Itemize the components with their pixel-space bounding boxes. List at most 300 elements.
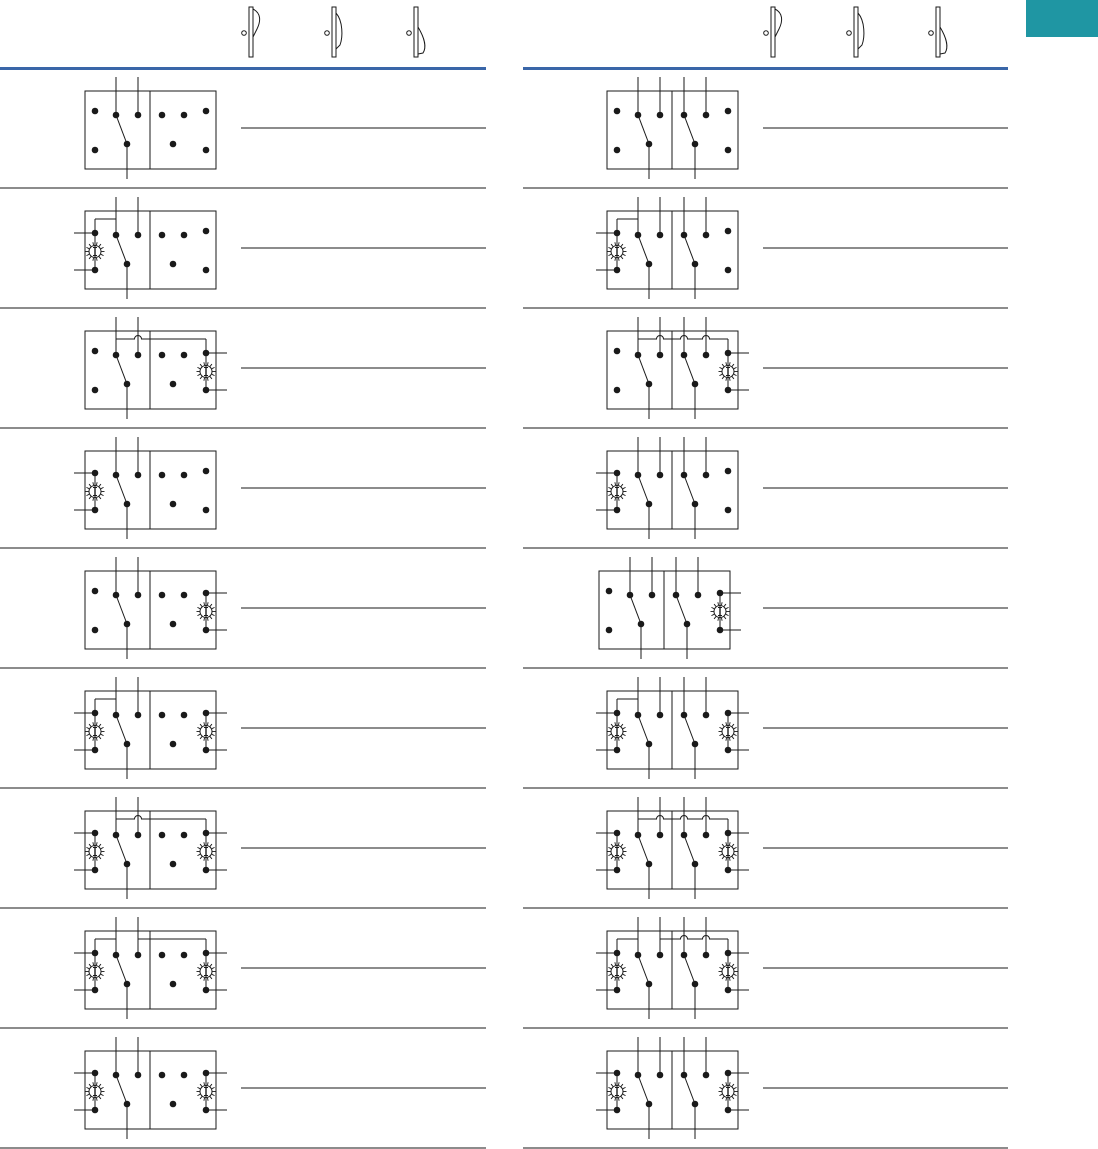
actuator-body: [854, 7, 858, 57]
lamp-ray: [89, 257, 91, 259]
lamp-ray: [200, 377, 202, 379]
switch-blade: [638, 355, 649, 384]
bridge-wire: [638, 336, 728, 340]
lamp-ray: [623, 1087, 626, 1088]
lamp-ray: [99, 1084, 101, 1086]
lamp-ray: [726, 378, 727, 381]
lamp-ray: [623, 487, 626, 488]
lamp-ray: [734, 1094, 737, 1095]
switch-blade: [638, 715, 649, 744]
double-pole-column: [523, 67, 1008, 1148]
lamp-ray: [204, 842, 205, 845]
lamp-ray: [210, 1097, 212, 1099]
lamp-ray: [207, 378, 208, 381]
lamp-ray: [734, 967, 737, 968]
lamp-ray: [722, 364, 724, 366]
lamp-ray: [729, 858, 730, 861]
lamp-ray: [101, 487, 104, 488]
lamp-ray: [207, 842, 208, 845]
lamp-ray: [615, 842, 616, 845]
actuator-rocker: [253, 9, 260, 37]
lamp-ray: [615, 482, 616, 485]
lamp-ray: [200, 364, 202, 366]
lamp-ray: [724, 617, 726, 619]
actuator-body: [414, 7, 418, 57]
circuit-row: [523, 677, 1008, 788]
circuit-row: [0, 557, 486, 668]
lamp-ray: [99, 964, 101, 966]
lamp-ray: [210, 604, 212, 606]
lamp-ray: [99, 857, 101, 859]
lamp-ray: [96, 242, 97, 245]
lamp-ray: [197, 734, 200, 735]
switch-blade: [684, 835, 695, 864]
lamp-ray: [212, 847, 215, 848]
actuator-icons-header: [242, 7, 947, 57]
column-header-band: [0, 67, 486, 70]
lamp-ray: [204, 978, 205, 981]
contact-terminal: [657, 832, 664, 839]
lamp-ray: [729, 842, 730, 845]
switch-blade: [684, 355, 695, 384]
lamp-ray: [200, 724, 202, 726]
lamp-ray: [719, 847, 722, 848]
lamp-ray: [200, 604, 202, 606]
lamp-ray: [714, 617, 716, 619]
contact-terminal: [703, 232, 710, 239]
contact-terminal: [203, 507, 210, 514]
lamp-ray: [96, 978, 97, 981]
switch-blade: [638, 115, 649, 144]
switch-blade: [116, 115, 127, 144]
contact-terminal: [92, 627, 99, 634]
lamp-ray: [204, 722, 205, 725]
lamp-ray: [204, 602, 205, 605]
lamp-ray: [204, 738, 205, 741]
lamp-ray: [99, 1097, 101, 1099]
contact-terminal: [703, 1072, 710, 1079]
lamp-ray: [621, 497, 623, 499]
lamp-ray: [93, 962, 94, 965]
lamp-ray: [719, 727, 722, 728]
lamp-ray: [732, 737, 734, 739]
contact-terminal: [159, 112, 166, 119]
switch-blade: [638, 955, 649, 984]
actuator-rocker: [940, 27, 947, 54]
lamp-ray: [210, 1084, 212, 1086]
lamp-ray: [611, 497, 613, 499]
lamp-ray: [86, 727, 89, 728]
lamp-ray: [621, 844, 623, 846]
contact-terminal: [159, 712, 166, 719]
lamp-ray: [621, 257, 623, 259]
actuator-pivot: [847, 31, 852, 36]
lamp-ray: [729, 362, 730, 365]
lamp-ray: [711, 614, 714, 615]
lamp-ray: [732, 364, 734, 366]
lamp-ray: [621, 484, 623, 486]
lamp-ray: [608, 1087, 611, 1088]
lamp-ray: [96, 1082, 97, 1085]
contact-terminal: [181, 352, 188, 359]
lamp-ray: [96, 722, 97, 725]
lamp-ray: [623, 494, 626, 495]
lamp-ray: [101, 1087, 104, 1088]
lamp-ray: [618, 842, 619, 845]
lamp-ray: [210, 737, 212, 739]
circuit-row: [523, 1037, 1008, 1148]
actuator-pivot: [325, 31, 330, 36]
lamp-ray: [93, 842, 94, 845]
lamp-ray: [197, 967, 200, 968]
lamp-ray: [197, 1094, 200, 1095]
lamp-ray: [726, 362, 727, 365]
lamp-ray: [615, 738, 616, 741]
lamp-ray: [207, 962, 208, 965]
switch-blade: [116, 1075, 127, 1104]
circuit-row: [0, 917, 486, 1028]
lamp-ray: [207, 858, 208, 861]
lamp-ray: [608, 247, 611, 248]
lamp-ray: [618, 858, 619, 861]
lamp-ray: [207, 738, 208, 741]
circuit-row: [523, 77, 1008, 188]
contact-terminal: [657, 952, 664, 959]
switch-blade: [116, 835, 127, 864]
lamp-ray: [86, 487, 89, 488]
bridge-wire: [660, 936, 728, 939]
contact-terminal: [695, 592, 702, 599]
lamp-ray: [210, 724, 212, 726]
lamp-ray: [615, 978, 616, 981]
lamp-ray: [89, 844, 91, 846]
lamp-ray: [621, 1097, 623, 1099]
contact-terminal: [725, 507, 732, 514]
switch-blade: [116, 235, 127, 264]
lamp-ray: [722, 1097, 724, 1099]
contact-terminal: [159, 352, 166, 359]
lamp-ray: [200, 977, 202, 979]
lamp-ray: [204, 858, 205, 861]
lamp-ray: [212, 374, 215, 375]
lamp-ray: [101, 847, 104, 848]
lamp-ray: [86, 967, 89, 968]
switch-blade: [630, 595, 641, 624]
circuit-row: [523, 437, 1008, 548]
lamp-ray: [621, 964, 623, 966]
lamp-ray: [212, 967, 215, 968]
circuit-row: [523, 557, 1008, 668]
lamp-ray: [611, 977, 613, 979]
switch-blade: [116, 595, 127, 624]
actuator-body: [332, 7, 336, 57]
lamp-ray: [210, 844, 212, 846]
lamp-ray: [204, 1082, 205, 1085]
lamp-ray: [623, 967, 626, 968]
lamp-ray: [718, 618, 719, 621]
lamp-ray: [207, 602, 208, 605]
lamp-ray: [618, 962, 619, 965]
lamp-ray: [99, 257, 101, 259]
contact-terminal: [135, 832, 142, 839]
lamp-ray: [96, 1098, 97, 1101]
lamp-ray: [200, 737, 202, 739]
lamp-ray: [86, 494, 89, 495]
lamp-ray: [722, 964, 724, 966]
lamp-ray: [86, 854, 89, 855]
lamp-ray: [718, 602, 719, 605]
lamp-ray: [86, 254, 89, 255]
contact-terminal: [614, 108, 621, 115]
column-header-band: [523, 67, 1008, 70]
actuator-rocker: [858, 13, 864, 49]
actuator-position-3-icon: [929, 7, 947, 57]
lamp-ray: [618, 978, 619, 981]
lamp-ray: [86, 1094, 89, 1095]
lamp-ray: [210, 364, 212, 366]
contact-terminal: [614, 387, 621, 394]
lamp-ray: [719, 1087, 722, 1088]
lamp-ray: [726, 614, 729, 615]
lamp-ray: [611, 857, 613, 859]
lamp-ray: [200, 1084, 202, 1086]
lamp-ray: [623, 1094, 626, 1095]
contact-terminal: [181, 112, 188, 119]
lamp-ray: [623, 854, 626, 855]
lamp-ray: [99, 244, 101, 246]
contact-terminal: [135, 232, 142, 239]
lamp-ray: [210, 964, 212, 966]
actuator-pivot: [407, 31, 412, 36]
lamp-ray: [618, 242, 619, 245]
switch-blade: [684, 1075, 695, 1104]
circuit-row: [523, 197, 1008, 308]
lamp-ray: [726, 858, 727, 861]
contact-terminal: [170, 981, 177, 988]
lamp-ray: [86, 734, 89, 735]
lamp-ray: [101, 1094, 104, 1095]
section-tab[interactable]: [1026, 0, 1098, 37]
circuit-row: [0, 77, 486, 188]
lamp-ray: [99, 737, 101, 739]
contact-terminal: [703, 112, 710, 119]
lamp-ray: [608, 494, 611, 495]
lamp-ray: [101, 254, 104, 255]
lamp-ray: [212, 614, 215, 615]
lamp-ray: [197, 854, 200, 855]
lamp-ray: [726, 607, 729, 608]
contact-terminal: [657, 112, 664, 119]
lamp-ray: [734, 847, 737, 848]
contact-terminal: [181, 1072, 188, 1079]
lamp-ray: [197, 974, 200, 975]
lamp-ray: [200, 964, 202, 966]
circuit-row: [0, 677, 486, 788]
lamp-ray: [608, 974, 611, 975]
lamp-ray: [93, 722, 94, 725]
contact-terminal: [657, 472, 664, 479]
lamp-ray: [89, 977, 91, 979]
lamp-ray: [210, 977, 212, 979]
lamp-ray: [615, 1098, 616, 1101]
lamp-ray: [608, 967, 611, 968]
lamp-ray: [611, 964, 613, 966]
lamp-ray: [99, 844, 101, 846]
lamp-ray: [197, 1087, 200, 1088]
actuator-pivot: [242, 31, 247, 36]
contact-terminal: [181, 712, 188, 719]
lamp-ray: [722, 1084, 724, 1086]
lamp-ray: [611, 724, 613, 726]
contact-terminal: [92, 588, 99, 595]
contact-terminal: [170, 261, 177, 268]
lamp-ray: [732, 724, 734, 726]
lamp-ray: [96, 482, 97, 485]
contact-terminal: [657, 1072, 664, 1079]
lamp-ray: [732, 977, 734, 979]
contact-terminal: [703, 352, 710, 359]
lamp-ray: [724, 604, 726, 606]
actuator-position-3-icon: [407, 7, 425, 57]
lamp-ray: [615, 498, 616, 501]
contact-terminal: [135, 1072, 142, 1079]
lamp-ray: [93, 738, 94, 741]
lamp-ray: [89, 484, 91, 486]
lamp-ray: [204, 962, 205, 965]
lamp-ray: [722, 844, 724, 846]
lamp-ray: [726, 1098, 727, 1101]
lamp-ray: [734, 374, 737, 375]
lamp-ray: [608, 254, 611, 255]
lamp-ray: [719, 967, 722, 968]
lamp-ray: [608, 854, 611, 855]
contact-terminal: [159, 472, 166, 479]
actuator-position-1-icon: [242, 7, 260, 57]
lamp-ray: [719, 367, 722, 368]
lamp-ray: [719, 974, 722, 975]
contact-terminal: [203, 108, 210, 115]
lamp-ray: [212, 367, 215, 368]
bridge-wire: [638, 816, 728, 819]
lamp-ray: [96, 962, 97, 965]
actuator-rocker: [775, 9, 782, 37]
contact-terminal: [649, 592, 656, 599]
contact-terminal: [725, 468, 732, 475]
lamp-ray: [621, 737, 623, 739]
lamp-ray: [621, 244, 623, 246]
lamp-ray: [212, 607, 215, 608]
lamp-ray: [89, 244, 91, 246]
lamp-ray: [618, 722, 619, 725]
lamp-ray: [207, 618, 208, 621]
contact-terminal: [725, 267, 732, 274]
lamp-ray: [719, 1094, 722, 1095]
lamp-ray: [611, 844, 613, 846]
lamp-ray: [207, 1082, 208, 1085]
lamp-ray: [611, 1084, 613, 1086]
switch-blade: [116, 715, 127, 744]
circuit-row: [0, 437, 486, 548]
contact-terminal: [159, 832, 166, 839]
contact-terminal: [181, 472, 188, 479]
lamp-ray: [101, 494, 104, 495]
lamp-ray: [212, 727, 215, 728]
lamp-ray: [623, 247, 626, 248]
lamp-ray: [89, 857, 91, 859]
lamp-ray: [611, 1097, 613, 1099]
lamp-ray: [204, 378, 205, 381]
lamp-ray: [200, 1097, 202, 1099]
lamp-ray: [615, 258, 616, 261]
lamp-ray: [200, 617, 202, 619]
lamp-ray: [96, 858, 97, 861]
lamp-ray: [719, 854, 722, 855]
contact-terminal: [170, 501, 177, 508]
lamp-ray: [611, 257, 613, 259]
lamp-ray: [611, 484, 613, 486]
lamp-ray: [89, 737, 91, 739]
lamp-ray: [197, 607, 200, 608]
lamp-ray: [729, 962, 730, 965]
switch-blade: [638, 835, 649, 864]
contact-terminal: [170, 381, 177, 388]
lamp-ray: [618, 1098, 619, 1101]
switch-blade: [638, 1075, 649, 1104]
circuit-row: [0, 197, 486, 308]
lamp-ray: [719, 734, 722, 735]
contact-terminal: [92, 348, 99, 355]
contact-terminal: [159, 1072, 166, 1079]
lamp-ray: [197, 367, 200, 368]
switch-blade: [676, 595, 687, 624]
lamp-ray: [621, 857, 623, 859]
lamp-ray: [86, 847, 89, 848]
contact-terminal: [703, 832, 710, 839]
lamp-ray: [212, 974, 215, 975]
contact-terminal: [606, 588, 613, 595]
actuator-pivot: [929, 31, 934, 36]
contact-terminal: [203, 147, 210, 154]
contact-terminal: [703, 472, 710, 479]
lamp-ray: [204, 362, 205, 365]
contact-terminal: [181, 232, 188, 239]
lamp-ray: [734, 734, 737, 735]
lamp-ray: [623, 734, 626, 735]
lamp-ray: [729, 1098, 730, 1101]
lamp-ray: [204, 618, 205, 621]
lamp-ray: [200, 857, 202, 859]
lamp-ray: [615, 242, 616, 245]
lamp-ray: [722, 724, 724, 726]
contact-terminal: [159, 952, 166, 959]
actuator-pivot: [764, 31, 769, 36]
switch-blade: [638, 235, 649, 264]
switch-blade: [116, 355, 127, 384]
contact-terminal: [135, 952, 142, 959]
contact-terminal: [170, 621, 177, 628]
lamp-ray: [734, 854, 737, 855]
lamp-ray: [615, 858, 616, 861]
lamp-ray: [722, 737, 724, 739]
contact-terminal: [614, 147, 621, 154]
circuit-row: [0, 1037, 486, 1148]
lamp-ray: [101, 734, 104, 735]
lamp-ray: [101, 854, 104, 855]
lamp-ray: [621, 724, 623, 726]
lamp-ray: [729, 378, 730, 381]
lamp-ray: [99, 484, 101, 486]
switch-blade: [684, 235, 695, 264]
